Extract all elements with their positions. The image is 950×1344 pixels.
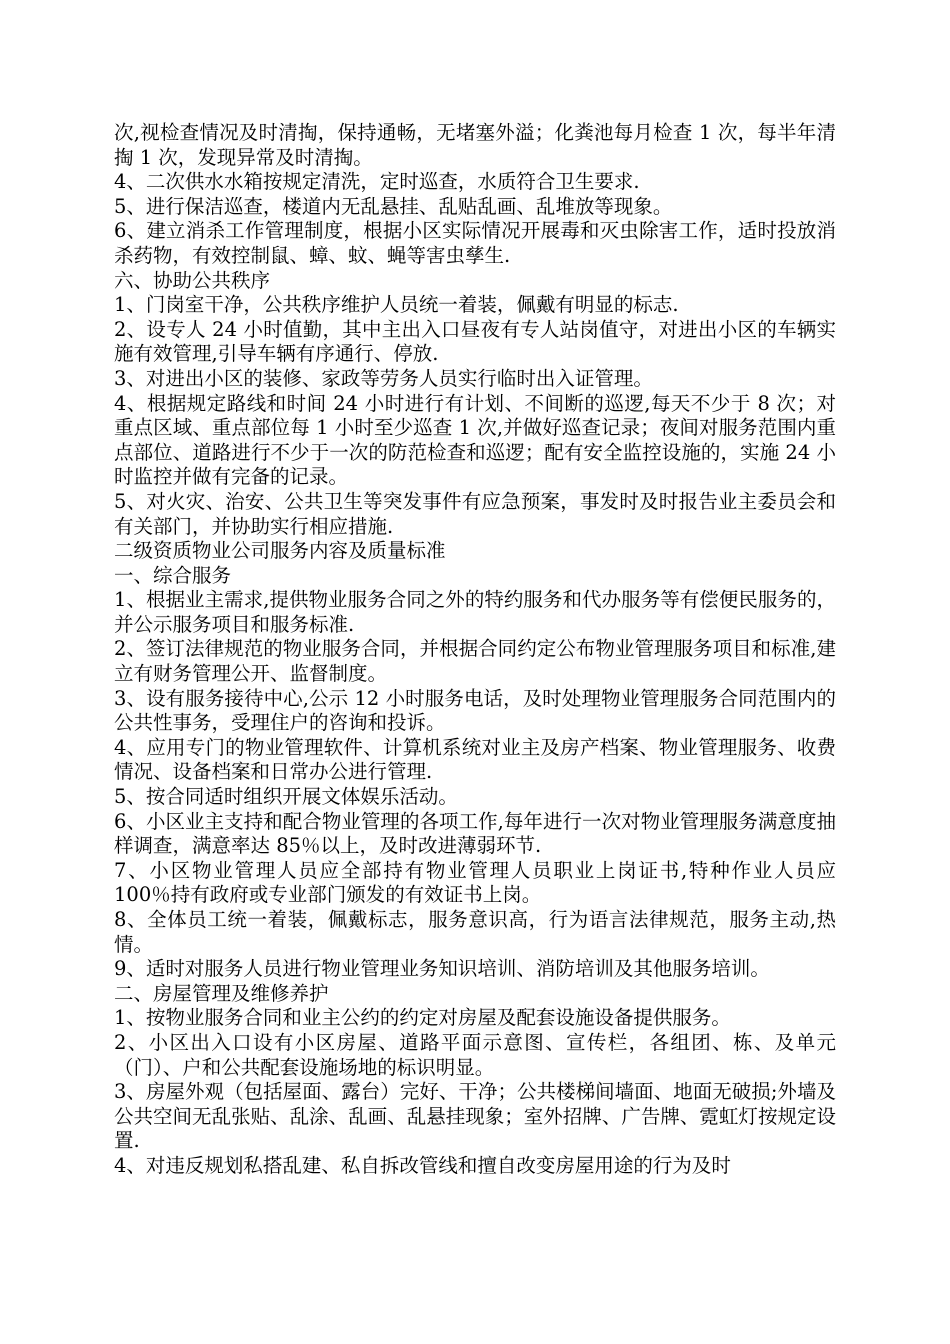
paragraph-service-contract: 2、签订法律规范的物业服务合同，并根据合同约定公布物业管理服务项目和标准,建立有财务管理公开、监督制度。 xyxy=(114,637,836,686)
doc-heading-level2-standards: 二级资质物业公司服务内容及质量标准 xyxy=(114,539,446,563)
paragraph-signage: 2、小区出入口设有小区房屋、道路平面示意图、宣传栏，各组团、栋、及单元（门）、户和公共配套设施场地的标识明显。 xyxy=(114,1030,836,1079)
section-heading-general-service: 一、综合服务 xyxy=(114,563,232,587)
paragraph-cleaning-patrol: 5、进行保洁巡查，楼道内无乱悬挂、乱贴乱画、乱堆放等现象。 xyxy=(114,194,673,218)
paragraph-patrol-route: 4、根据规定路线和时间 24 小时进行有计划、不间断的巡逻,每天不少于 8 次；对重点区域、重点部位每 1 小时至少巡查 1 次,并做好巡查记录；夜间对服务范围内重点部位、道路进行不少于一次的防范检查和巡逻；配有安全监控设施的，实施 24 小时监控并做有完备的记录。 xyxy=(114,391,836,489)
paragraph-24h-duty: 2、设专人 24 小时值勤，其中主出入口昼夜有专人站岗值守，对进出小区的车辆实施有效管理,引导车辆有序通行、停放. xyxy=(114,317,836,366)
paragraph-management-software: 4、应用专门的物业管理软件、计算机系统对业主及房产档案、物业管理服务、收费情况、设备档案和日常办公进行管理. xyxy=(114,735,836,784)
paragraph-house-exterior: 3、房屋外观（包括屋面、露台）完好、干净；公共楼梯间墙面、地面无破损;外墙及公共空间无乱张贴、乱涂、乱画、乱悬挂现象；室外招牌、广告牌、霓虹灯按规定设置. xyxy=(114,1080,836,1153)
paragraph-satisfaction-survey: 6、小区业主支持和配合物业管理的各项工作,每年进行一次对物业管理服务满意度抽样调查，满意率达 85％以上，及时改进薄弱环节. xyxy=(114,809,836,858)
paragraph-access-pass: 3、对进出小区的装修、家政等劳务人员实行临时出入证管理。 xyxy=(114,366,653,390)
paragraph-staff-certificates: 7、小区物业管理人员应全部持有物业管理人员职业上岗证书,特种作业人员应 100％持有政府或专业部门颁发的有效证书上岗。 xyxy=(114,858,836,907)
paragraph-special-service: 1、根据业主需求,提供物业服务合同之外的特约服务和代办服务等有偿便民服务的，并公示服务项目和服务标准. xyxy=(114,588,836,636)
section-heading-house-maintenance: 二、房屋管理及维修养护 xyxy=(114,981,329,1005)
paragraph-water-tank: 4、二次供水水箱按规定清洗，定时巡查，水质符合卫生要求. xyxy=(114,170,640,194)
document-page xyxy=(114,121,836,1179)
paragraph-recreation: 5、按合同适时组织开展文体娱乐活动。 xyxy=(114,785,458,809)
paragraph-guard-room: 1、门岗室干净，公共秩序维护人员统一着装，佩戴有明显的标志. xyxy=(114,293,679,317)
paragraph-training: 9、适时对服务人员进行物业管理业务知识培训、消防培训及其他服务培训。 xyxy=(114,957,770,981)
paragraph-illegal-construction: 4、对违反规划私搭乱建、私自拆改管线和擅自改变房屋用途的行为及时 xyxy=(114,1153,731,1177)
paragraph-contract-services: 1、按物业服务合同和业主公约的约定对房屋及配套设施设备提供服务。 xyxy=(114,1006,731,1030)
paragraph-pest-control: 6、建立消杀工作管理制度，根据小区实际情况开展毒和灭虫除害工作，适时投放消杀药物，有效控制鼠、蟑、蚊、蝇等害虫孳生. xyxy=(114,219,836,267)
paragraph-reception-center: 3、设有服务接待中心,公示 12 小时服务电话，及时处理物业管理服务合同范围内的公共性事务，受理住户的咨询和投诉。 xyxy=(114,686,836,735)
paragraph-uniform: 8、全体员工统一着装，佩戴标志，服务意识高，行为语言法律规范，服务主动,热情。 xyxy=(114,908,836,956)
section-heading-public-order: 六、协助公共秩序 xyxy=(114,268,271,292)
paragraph-septic-cleaning: 次,视检查情况及时清掏，保持通畅，无堵塞外溢；化粪池每月检查 1 次，每半年清掏 1 次，发现异常及时清掏。 xyxy=(114,121,836,169)
paragraph-emergency-plan: 5、对火灾、治安、公共卫生等突发事件有应急预案，事发时及时报告业主委员会和有关部门，并协助实行相应措施. xyxy=(114,489,836,538)
